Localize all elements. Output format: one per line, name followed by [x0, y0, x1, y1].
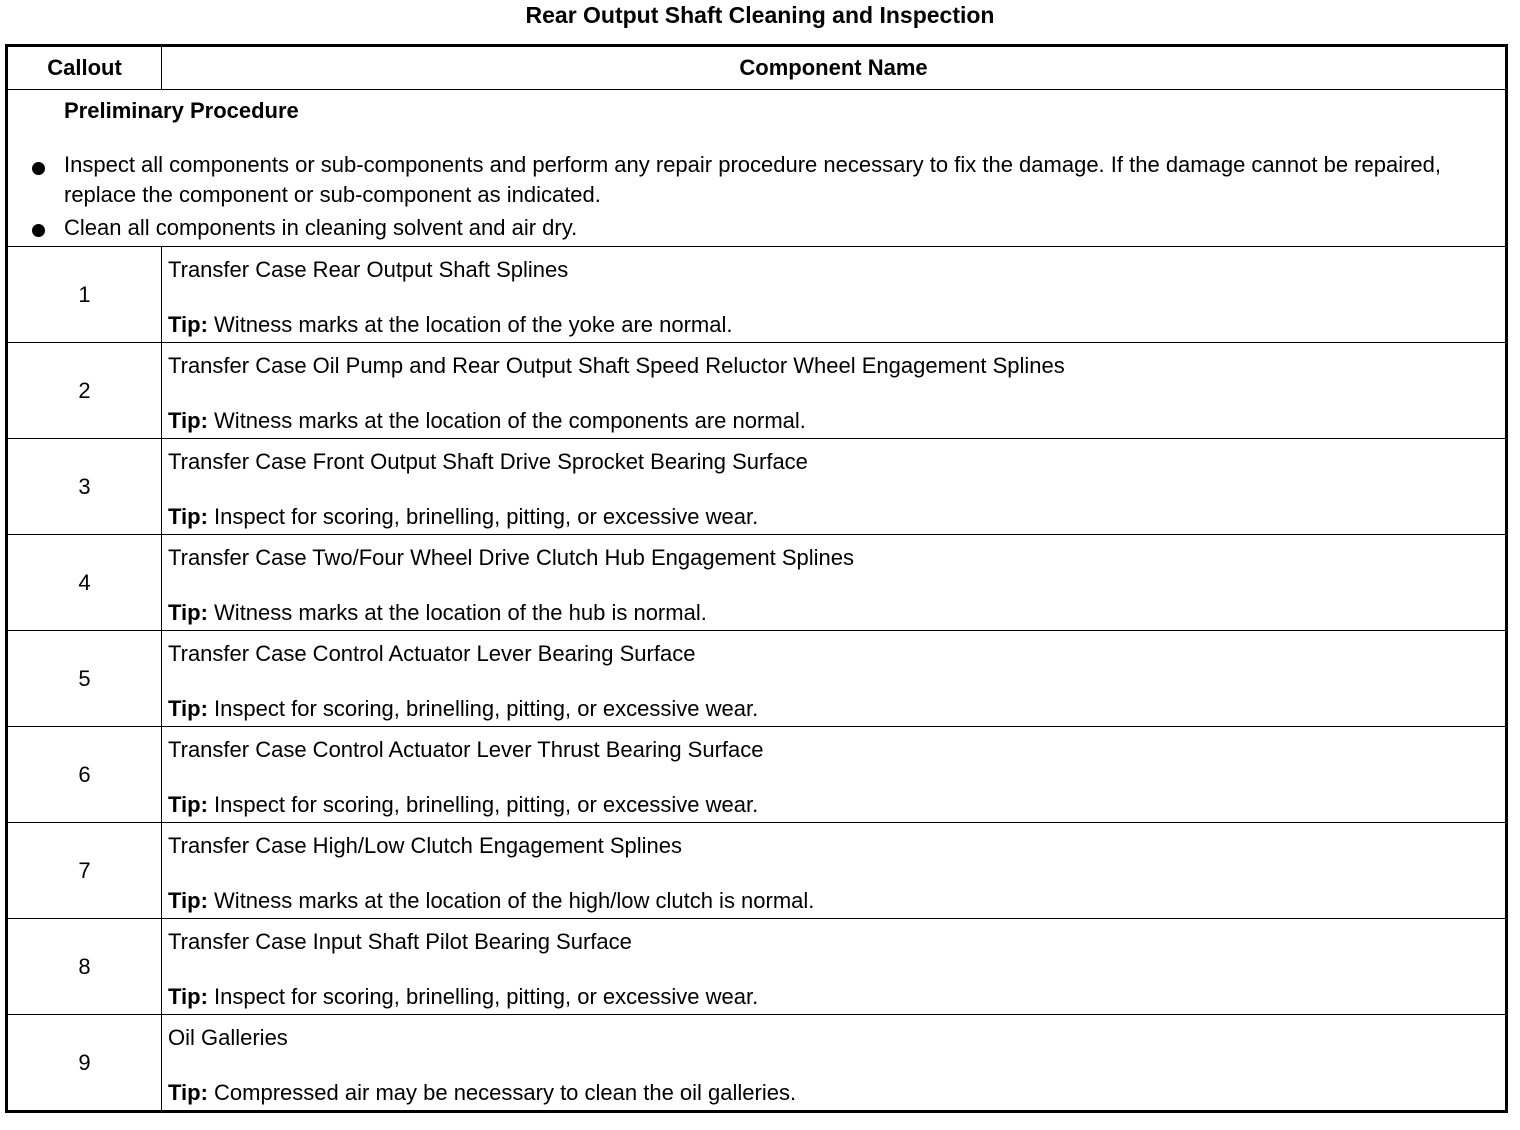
tip-text: Inspect for scoring, brinelling, pitting, or excessive wear. — [214, 984, 759, 1009]
preliminary-bullet-text: Clean all components in cleaning solvent and air dry. — [64, 215, 578, 240]
component-name: Transfer Case Control Actuator Lever Thrust Bearing Surface — [168, 737, 764, 762]
bullet-icon — [32, 162, 45, 175]
tip-label: Tip — [168, 984, 201, 1009]
callout-number: 5 — [7, 631, 162, 727]
tip-label: Tip — [168, 312, 201, 337]
preliminary-procedure-cell — [7, 90, 1507, 247]
tip-text: Inspect for scoring, brinelling, pitting, or excessive wear. — [214, 792, 759, 817]
tip-label: Tip — [168, 504, 201, 529]
table-row — [7, 343, 1507, 439]
preliminary-procedure-title: Preliminary Procedure — [64, 98, 299, 123]
component-name: Transfer Case Control Actuator Lever Bearing Surface — [168, 641, 696, 666]
table-row — [7, 727, 1507, 823]
component-name-column-header: Component Name — [162, 46, 1507, 90]
component-tip: Tip: Witness marks at the location of the hub is normal. — [168, 600, 707, 625]
component-tip: Tip: Inspect for scoring, brinelling, pitting, or excessive wear. — [168, 504, 759, 529]
component-tip: Tip: Witness marks at the location of the yoke are normal. — [168, 312, 733, 337]
component-tip: Tip: Inspect for scoring, brinelling, pitting, or excessive wear. — [168, 792, 759, 817]
callout-number: 4 — [7, 535, 162, 631]
component-name: Transfer Case Oil Pump and Rear Output Shaft Speed Reluctor Wheel Engagement Splines — [168, 353, 1065, 378]
tip-text: Witness marks at the location of the hub is normal. — [214, 600, 707, 625]
component-cell — [162, 1015, 1507, 1112]
callout-column-header: Callout — [7, 46, 162, 90]
callout-number: 2 — [7, 343, 162, 439]
table-row — [7, 1015, 1507, 1112]
component-name: Transfer Case Two/Four Wheel Drive Clutch Hub Engagement Splines — [168, 545, 854, 570]
callout-number: 9 — [7, 1015, 162, 1112]
component-cell — [162, 535, 1507, 631]
callout-number: 6 — [7, 727, 162, 823]
component-cell — [162, 631, 1507, 727]
table-row — [7, 631, 1507, 727]
component-cell — [162, 343, 1507, 439]
callout-number: 3 — [7, 439, 162, 535]
inspection-table — [5, 44, 1508, 1113]
component-tip: Tip: Compressed air may be necessary to clean the oil galleries. — [168, 1080, 797, 1105]
bullet-icon — [32, 224, 45, 237]
component-cell — [162, 727, 1507, 823]
component-name: Transfer Case Front Output Shaft Drive Sprocket Bearing Surface — [168, 449, 808, 474]
table-row — [7, 439, 1507, 535]
table-row — [7, 247, 1507, 343]
tip-text: Witness marks at the location of the components are normal. — [214, 408, 806, 433]
tip-text: Witness marks at the location of the yoke are normal. — [214, 312, 733, 337]
component-tip: Tip: Inspect for scoring, brinelling, pitting, or excessive wear. — [168, 696, 759, 721]
tip-label: Tip — [168, 600, 201, 625]
tip-text: Inspect for scoring, brinelling, pitting, or excessive wear. — [214, 696, 759, 721]
tip-text: Compressed air may be necessary to clean the oil galleries. — [214, 1080, 797, 1105]
component-cell — [162, 823, 1507, 919]
component-name: Transfer Case Rear Output Shaft Splines — [168, 257, 569, 282]
tip-label: Tip — [168, 1080, 201, 1105]
tip-text: Inspect for scoring, brinelling, pitting, or excessive wear. — [214, 504, 759, 529]
component-name: Transfer Case High/Low Clutch Engagement Splines — [168, 833, 683, 858]
component-cell — [162, 439, 1507, 535]
callout-number: 7 — [7, 823, 162, 919]
tip-label: Tip — [168, 696, 201, 721]
callout-number: 8 — [7, 919, 162, 1015]
table-header-row — [7, 46, 1507, 90]
callout-number: 1 — [7, 247, 162, 343]
preliminary-procedure-row — [7, 90, 1507, 247]
tip-text: Witness marks at the location of the high/low clutch is normal. — [214, 888, 815, 913]
table-row — [7, 919, 1507, 1015]
component-name: Transfer Case Input Shaft Pilot Bearing Surface — [168, 929, 632, 954]
component-name: Oil Galleries — [168, 1025, 288, 1050]
table-row — [7, 823, 1507, 919]
tip-label: Tip — [168, 408, 201, 433]
table-row — [7, 535, 1507, 631]
tip-label: Tip — [168, 792, 201, 817]
preliminary-bullet-text: Inspect all components or sub-components and perform any repair procedure necessary to fix the damage. If the damage cannot be repaired, replace the component or sub-component as indicated. — [64, 152, 1442, 207]
component-tip: Tip: Witness marks at the location of the high/low clutch is normal. — [168, 888, 815, 913]
tip-label: Tip — [168, 888, 201, 913]
component-tip: Tip: Witness marks at the location of the components are normal. — [168, 408, 806, 433]
component-cell — [162, 919, 1507, 1015]
page-title: Rear Output Shaft Cleaning and Inspection — [525, 2, 995, 28]
component-tip: Tip: Inspect for scoring, brinelling, pitting, or excessive wear. — [168, 984, 759, 1009]
component-cell — [162, 247, 1507, 343]
